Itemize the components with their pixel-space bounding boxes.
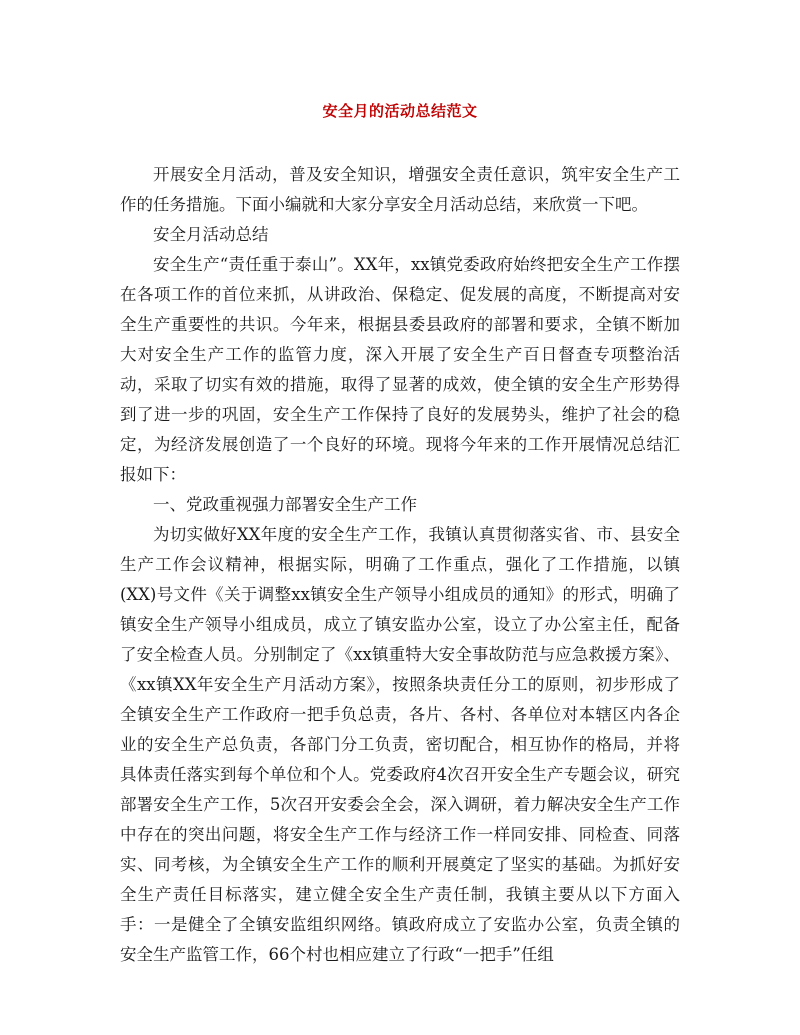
document-title: 安全月的活动总结范文 [322,102,478,120]
paragraph-section-heading-1: 一、党政重视强力部署安全生产工作 [153,495,417,514]
paragraph-intro: 开展安全月活动，普及安全知识，增强安全责任意识，筑牢安全生产工作的任务措施。下面小编就和大家分享安全月活动总结，来欣赏一下吧。 [120,165,680,214]
paragraph-section-1-body: 为切实做好XX年度的安全生产工作，我镇认真贯彻落实省、市、县安全生产工作会议精神，根据实际，明确了工作重点，强化了工作措施，以镇(XX)号文件《关于调整xx镇安全生产领导小组成员的通知》的形式，明确了镇安全生产领导小组成员，成立了镇安监办公室，设立了办公室主任，配备了安全检查人员。分别制定了《xx镇重特大安全事故防范与应急救援方案》、《xx镇XX年安全生产月活动方案》，按照条块责任分工的原则，初步形成了全镇安全生产工作政府一把手负总责，各片、各村、各单位对本辖区内各企业的安全生产总负责，各部门分工负责，密切配合，相互协作的格局，并将具体责任落实到每个单位和个人。党委政府4次召开安全生产专题会议，研究部署安全生产工作，5次召开安委会全会，深入调研，着力解决安全生产工作中存在的突出问题，将安全生产工作与经济工作一样同安排、同检查、同落实、同考核，为全镇安全生产工作的顺利开展奠定了坚实的基础。为抓好安全生产责任目标落实，建立健全安全生产责任制，我镇主要从以下方面入手：一是健全了全镇安监组织网络。镇政府成立了安监办公室，负责全镇的安全生产监管工作，66个村也相应建立了行政“一把手”任组 [120,525,680,964]
document-body [120,160,680,970]
paragraph-overview: 安全生产“责任重于泰山”。XX年，xx镇党委政府始终把安全生产工作摆在各项工作的首位来抓，从讲政治、保稳定、促发展的高度，不断提高对安全生产重要性的共识。今年来，根据县委县政府的部署和要求，全镇不断加大对安全生产工作的监管力度，深入开展了安全生产百日督查专项整治活动，采取了切实有效的措施，取得了显著的成效，使全镇的安全生产形势得到了进一步的巩固，安全生产工作保持了良好的发展势头，维护了社会的稳定，为经济发展创造了一个良好的环境。现将今年来的工作开展情况总结汇报如下： [120,255,680,484]
paragraph-heading-summary: 安全月活动总结 [153,225,269,244]
